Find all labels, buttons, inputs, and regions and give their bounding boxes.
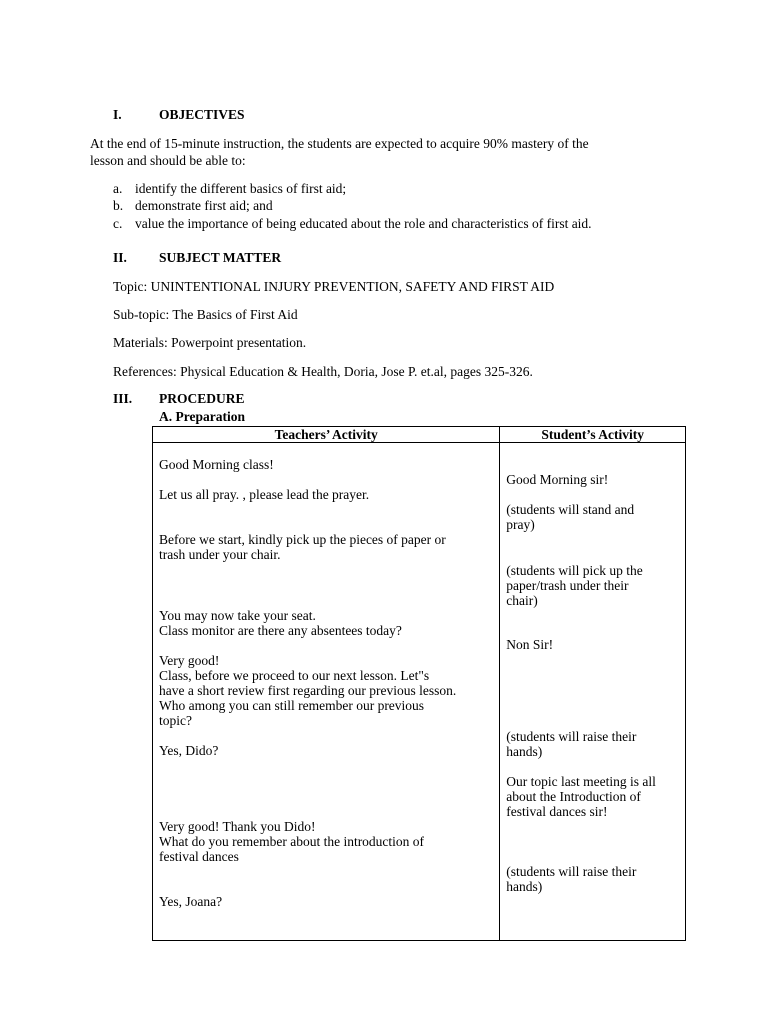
objective-letter: b. bbox=[113, 198, 124, 213]
student-line: chair) bbox=[506, 593, 538, 608]
students-activity-header: Student’s Activity bbox=[500, 427, 686, 443]
student-line: (students will pick up the bbox=[506, 563, 643, 578]
subtopic-line: Sub-topic: The Basics of First Aid bbox=[113, 307, 298, 322]
teacher-line: Class monitor are there any absentees today? bbox=[159, 623, 402, 638]
objective-letter: a. bbox=[113, 181, 123, 196]
objective-item bbox=[113, 216, 592, 232]
student-line: pray) bbox=[506, 517, 535, 532]
teacher-line: Very good! bbox=[159, 653, 220, 668]
teacher-line: festival dances bbox=[159, 849, 239, 864]
teacher-line: topic? bbox=[159, 713, 192, 728]
activity-table-header-row bbox=[153, 427, 686, 443]
student-line: hands) bbox=[506, 744, 543, 759]
teacher-line: Yes, Joana? bbox=[159, 894, 223, 909]
teacher-line: have a short review first regarding our previous lesson. bbox=[159, 683, 457, 698]
student-line: (students will raise their bbox=[506, 864, 637, 879]
subject-matter-title: SUBJECT MATTER bbox=[159, 250, 282, 265]
student-line: (students will raise their bbox=[506, 729, 637, 744]
teacher-line: Who among you can still remember our previous bbox=[159, 698, 425, 713]
objective-text: value the importance of being educated about the role and characteristics of first aid. bbox=[135, 216, 592, 231]
objectives-number: I. bbox=[113, 107, 122, 122]
student-line: Non Sir! bbox=[506, 637, 554, 652]
procedure-number: III. bbox=[113, 391, 133, 406]
activity-table bbox=[152, 426, 686, 941]
topic-line: Topic: UNINTENTIONAL INJURY PREVENTION, SAFETY AND FIRST AID bbox=[113, 279, 555, 294]
student-line: Good Morning sir! bbox=[506, 472, 609, 487]
subject-matter-number: II. bbox=[113, 250, 127, 265]
teachers-activity-header: Teachers’ Activity bbox=[153, 427, 500, 443]
student-line: Our topic last meeting is all bbox=[506, 774, 656, 789]
teacher-line: Yes, Dido? bbox=[159, 743, 219, 758]
students-activity-cell bbox=[500, 443, 686, 941]
materials-line: Materials: Powerpoint presentation. bbox=[113, 335, 307, 350]
teacher-line: trash under your chair. bbox=[159, 547, 281, 562]
objectives-intro-line1: At the end of 15-minute instruction, the students are expected to acquire 90% mastery of the bbox=[90, 136, 589, 151]
teacher-line: Good Morning class! bbox=[159, 457, 274, 472]
objective-text: identify the different basics of first aid; bbox=[135, 181, 347, 196]
objective-item bbox=[113, 198, 273, 214]
preparation-subheading: A. Preparation bbox=[159, 409, 245, 424]
objectives-intro-line2: lesson and should be able to: bbox=[90, 153, 246, 168]
teachers-activity-cell bbox=[153, 443, 500, 941]
objective-letter: c. bbox=[113, 216, 123, 231]
teacher-line: Let us all pray. , please lead the prayer. bbox=[159, 487, 370, 502]
objective-item bbox=[113, 181, 346, 197]
references-line: References: Physical Education & Health, Doria, Jose P. et.al, pages 325-326. bbox=[113, 364, 533, 379]
teacher-line: Class, before we proceed to our next lesson. Let"s bbox=[159, 668, 430, 683]
student-line: hands) bbox=[506, 879, 543, 894]
student-line: about the Introduction of bbox=[506, 789, 641, 804]
teacher-line: Before we start, kindly pick up the pieces of paper or bbox=[159, 532, 446, 547]
subject-matter-heading bbox=[113, 250, 281, 266]
teacher-line: You may now take your seat. bbox=[159, 608, 316, 623]
procedure-heading bbox=[113, 391, 245, 407]
objectives-title: OBJECTIVES bbox=[159, 107, 245, 122]
teacher-line: What do you remember about the introduction of bbox=[159, 834, 425, 849]
objectives-heading bbox=[113, 107, 245, 123]
student-line: (students will stand and bbox=[506, 502, 635, 517]
activity-table-row bbox=[153, 443, 686, 941]
teacher-line: Very good! Thank you Dido! bbox=[159, 819, 316, 834]
student-line: festival dances sir! bbox=[506, 804, 608, 819]
student-line: paper/trash under their bbox=[506, 578, 629, 593]
objective-text: demonstrate first aid; and bbox=[135, 198, 273, 213]
procedure-title: PROCEDURE bbox=[159, 391, 245, 406]
